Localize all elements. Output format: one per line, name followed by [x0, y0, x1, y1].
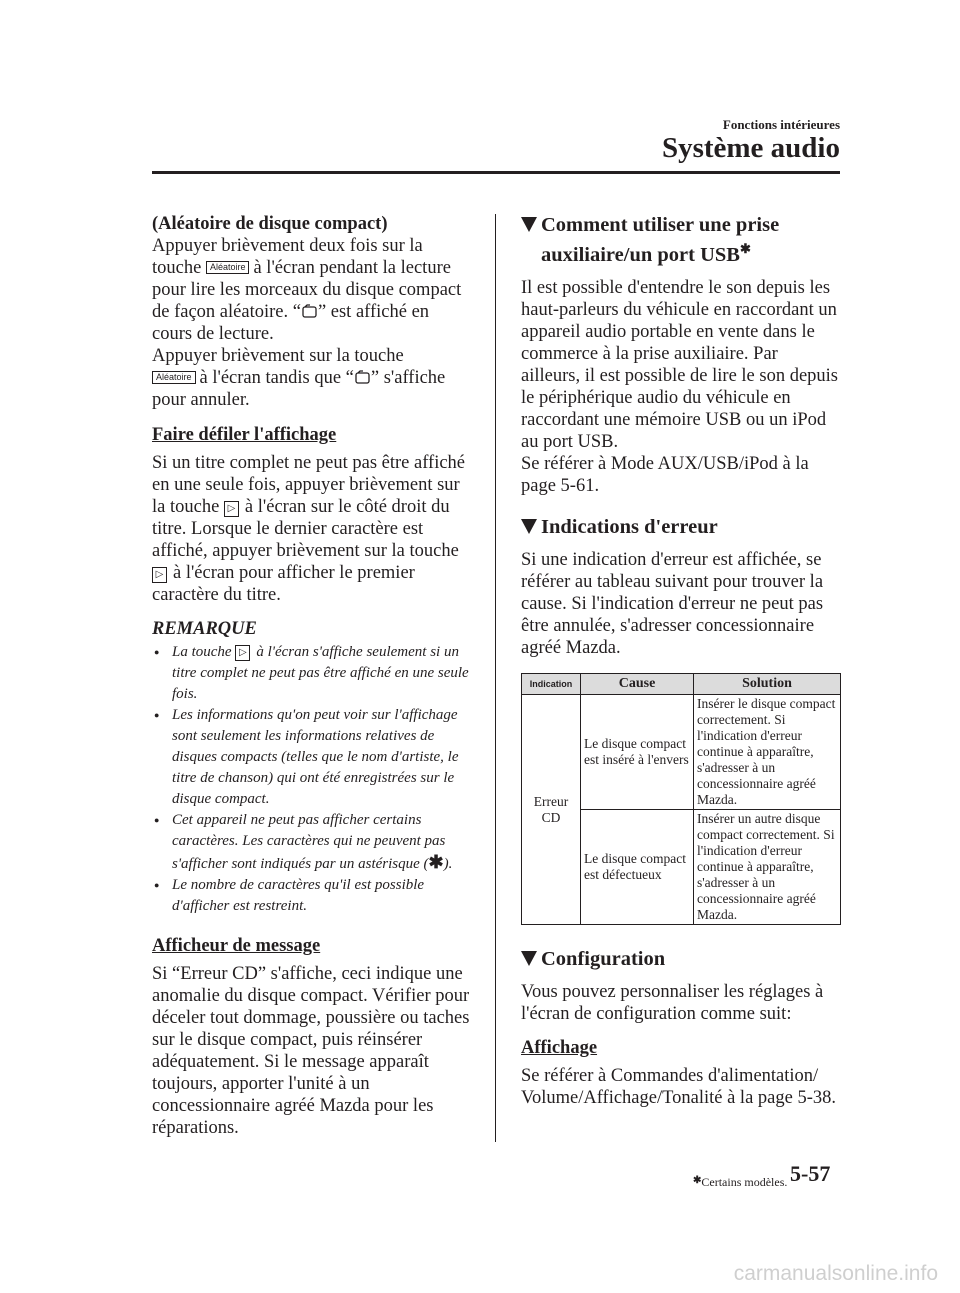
text-run: à l'écran s'affiche seulement si un titre complet ne peut pas être affiché en une seule fois.: [172, 644, 469, 702]
scroll-arrow-icon: ▷: [235, 645, 250, 661]
header-rule: [152, 171, 840, 174]
text-run: à l'écran tandis que “: [199, 368, 354, 388]
aux-paragraph: Il est possible d'entendre le son depuis les haut-parleurs du véhicule en raccordant un appareil audio portable en vente dans le commerce à la prise auxiliaire. Par ailleurs, il est possible de lire le son depuis le périphérique audio du véhicule en raccordant une mémoire USB ou un iPod au port USB.: [521, 278, 839, 452]
text-run: Cet appareil ne peut pas afficher certains caractères. Les caractères qui ne peuvent pas s'afficher sont indiqués par un astérisque (: [172, 812, 446, 872]
aleatoire-button-icon: Aléatoire: [206, 261, 250, 274]
list-item: [152, 810, 470, 875]
config-paragraph: Vous pouvez personnaliser les réglages à l'écran de configuration comme suit:: [521, 982, 824, 1024]
heading-text: Indications d'erreur: [541, 516, 718, 538]
right-column: [521, 213, 841, 1109]
error-heading: [521, 515, 841, 539]
text-run: La touche: [172, 644, 232, 660]
scroll-arrow-icon: ▷: [224, 501, 239, 517]
text-run: à l'écran sur le côté droit du titre. Lorsque le dernier caractère est affiché, appuyer brièvement sur la touche: [152, 497, 459, 561]
config-heading: [521, 947, 841, 971]
scroll-arrow-icon: ▷: [152, 567, 167, 583]
list-item: [152, 642, 470, 705]
table-header: Cause: [581, 674, 694, 695]
aleatoire-button-icon: Aléatoire: [152, 371, 196, 384]
message-paragraph: Si “Erreur CD” s'affiche, ceci indique une anomalie du disque compact. Vérifier pour déceler tout dommage, poussière ou taches sur le disque compact, puis réinsérer adéquatement. Si le message apparaît toujours, apporter l'unité à un concessionnaire agréé Mazda pour les réparations.: [152, 964, 470, 1138]
asterisk-icon: ✱: [739, 241, 751, 256]
section-label: Fonctions intérieures: [722, 117, 840, 132]
text-run: Appuyer brièvement deux fois sur la touche: [152, 236, 423, 278]
heading-text: Configuration: [541, 948, 666, 970]
remarque-list: [152, 642, 470, 917]
asterisk-icon: ✱: [428, 852, 444, 872]
text-run: ” s'affiche pour annuler.: [152, 368, 446, 410]
table-cell-cause: Le disque compact est inséré à l'envers: [581, 695, 694, 810]
text-run: Si un titre complet ne peut pas être affiché en une seule fois, appuyer brièvement sur la touche: [152, 453, 466, 517]
text-run: à l'écran pour afficher le premier caractère du titre.: [152, 563, 415, 605]
remarque-heading: REMARQUE: [152, 619, 257, 639]
table-row: [522, 695, 841, 810]
random-paragraph-1: [152, 235, 470, 345]
footnote: [693, 1175, 787, 1190]
section-triangle-icon: [521, 217, 537, 232]
aux-heading: [521, 213, 841, 267]
section-triangle-icon: [521, 951, 537, 966]
random-paragraph-2: [152, 345, 470, 411]
page-title: Système audio: [661, 132, 840, 164]
asterisk-icon: ✱: [693, 1175, 702, 1186]
section-triangle-icon: [521, 519, 537, 534]
table-cell-solution: Insérer un autre disque compact correctement. Si l'indication d'erreur continue à apparaître, s'adresser à un concessionnaire agréé Mazda.: [694, 810, 841, 925]
random-title: (Aléatoire de disque compact): [152, 214, 388, 234]
text-run: ” est affiché en cours de lecture.: [152, 302, 430, 344]
column-separator: [495, 214, 496, 1142]
scroll-paragraph: [152, 452, 470, 606]
table-header: Solution: [694, 674, 841, 695]
table-cell-cause: Le disque compact est défectueux: [581, 810, 694, 925]
footnote-text: Certains modèles.: [701, 1175, 788, 1189]
table-header: Indication: [522, 674, 581, 695]
text-run: Appuyer brièvement sur la touche: [152, 346, 404, 366]
table-header-row: [522, 674, 841, 695]
text-run: à l'écran pendant la lecture pour lire les morceaux du disque compact de façon aléatoire. “: [152, 258, 462, 322]
heading-text: Comment utiliser une prise auxiliaire/un port USB: [541, 214, 780, 266]
scroll-title: Faire défiler l'affichage: [152, 425, 337, 445]
affichage-title: Affichage: [521, 1038, 598, 1058]
affichage-paragraph: Se référer à Commandes d'alimentation/ Volume/Affichage/Tonalité à la page 5-38.: [521, 1066, 836, 1108]
left-column: [152, 213, 470, 1139]
aux-reference: Se référer à Mode AUX/USB/iPod à la page 5-61.: [521, 454, 809, 496]
error-table: [521, 673, 841, 925]
list-item: ● Les informations qu'on peut voir sur l'affichage sont seulement les informations relatives de disques compacts (telles que le nom d'artiste, le titre de chanson) qui ont été enregistrées sur le disque compact.: [152, 705, 470, 810]
random-icon: [354, 370, 371, 385]
watermark: carmanualsonline.info: [733, 1262, 938, 1285]
table-cell-indication: Erreur CD: [522, 695, 581, 925]
list-item: ● Le nombre de caractères qu'il est possible d'afficher est restreint.: [152, 875, 470, 917]
error-paragraph: Si une indication d'erreur est affichée, se référer au tableau suivant pour trouver la cause. Si l'indication d'erreur ne peut pas être annulée, s'adresser concessionnaire agréé Mazda.: [521, 550, 824, 658]
table-cell-solution: Insérer le disque compact correctement. Si l'indication d'erreur continue à apparaître, s'adresser à un concessionnaire agréé Mazda.: [694, 695, 841, 810]
page-number: 5-57: [790, 1161, 831, 1186]
text-run: ).: [443, 856, 453, 872]
message-title: Afficheur de message: [152, 936, 321, 956]
random-icon: [301, 304, 318, 319]
